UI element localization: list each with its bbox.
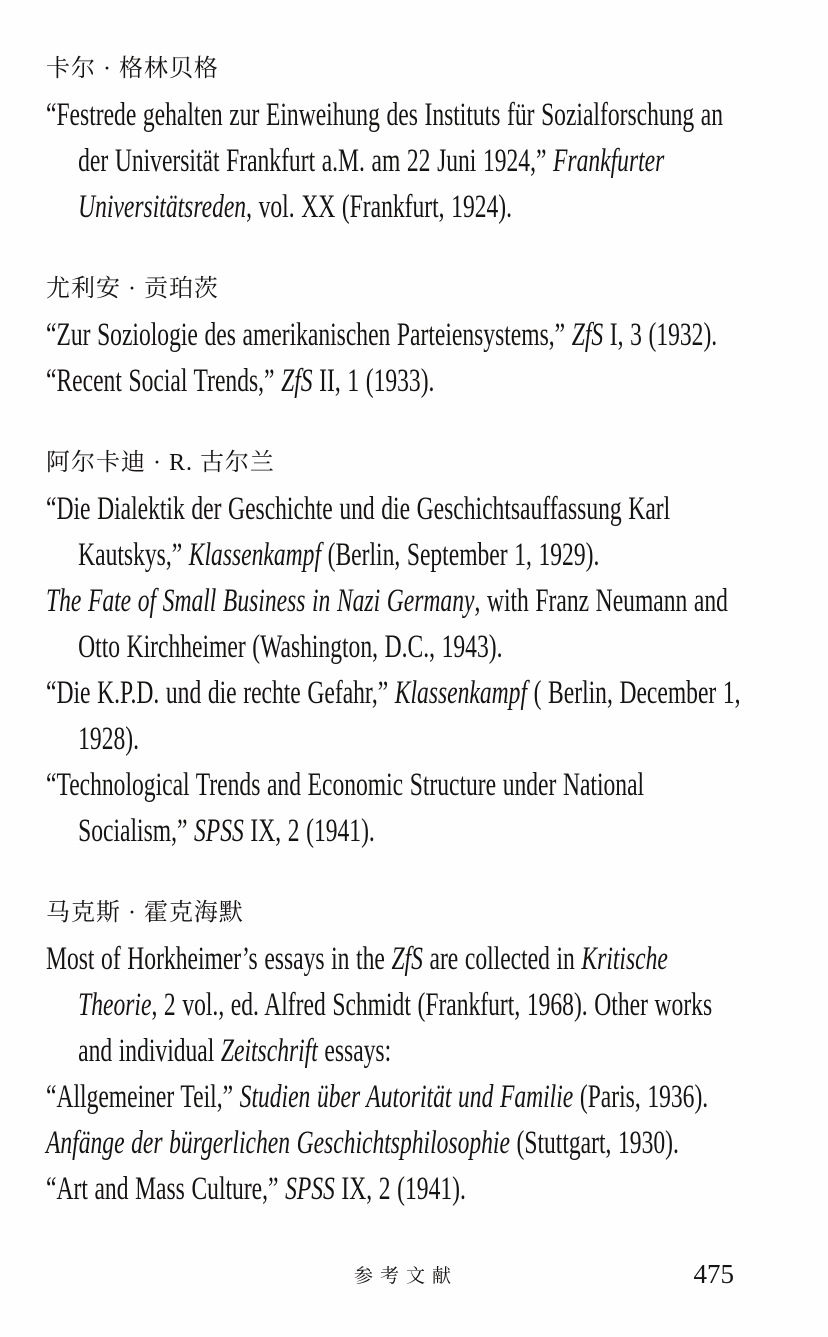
entry-text: (Stuttgart, 1930). (509, 1125, 679, 1161)
entry-text-italic: ZfS (571, 317, 604, 353)
entry-text: , 2 vol., ed. Alfred Schmidt (Frankfurt, 1968). Other works and individual (78, 987, 713, 1069)
bibliography-section (46, 890, 746, 1212)
entry-text: “Art and Mass Culture,” (46, 1171, 286, 1207)
bibliography-section (46, 440, 746, 854)
bibliography-section (46, 46, 746, 230)
entry-text-italic: Studien über Autorität und Familie (239, 1079, 574, 1115)
entry-text-italic: ZfS (391, 941, 423, 977)
entry-text: “Die K.P.D. und die rechte Gefahr,” (46, 675, 395, 711)
entry-text-italic: Zeitschrift (220, 1033, 318, 1069)
author-heading: 尤利安 · 贡珀茨 (46, 276, 219, 302)
entry-text-italic: Klassenkampf (394, 675, 528, 711)
bibliography-entry (46, 1120, 746, 1166)
page-footer (0, 1258, 828, 1304)
entry-text-italic: Kritische Theorie (78, 941, 668, 1023)
bibliography-section (46, 266, 746, 404)
entry-text: I, 3 (1932). (603, 317, 718, 353)
entry-text: essays: (317, 1033, 392, 1069)
bibliography-entry (46, 762, 746, 854)
author-heading: 卡尔 · 格林贝格 (46, 56, 219, 82)
entry-text-italic: SPSS (285, 1171, 335, 1207)
entry-text: “Recent Social Trends,” (46, 363, 282, 399)
bibliography-entry (46, 92, 746, 230)
entry-text: “Die Dialektik der Geschichte und die Geschichtsauffassung Karl Kautskys,” (46, 491, 671, 573)
entry-text: , vol. XX (Frankfurt, 1924). (246, 189, 513, 225)
entry-text-italic: Anfänge der bürgerlichen Geschichtsphilosophie (46, 1125, 510, 1161)
entry-text: ( Berlin, December 1, 1928). (78, 675, 741, 757)
footer-section-title: 参考文献 (353, 1266, 459, 1287)
entry-text: II, 1 (1933). (312, 363, 435, 399)
bibliography (46, 46, 746, 1212)
entry-text: Most of Horkheimer’s essays in the (46, 941, 392, 977)
entry-text: “Technological Trends and Economic Structure under National Socialism,” (46, 767, 645, 849)
entry-text: “Festrede gehalten zur Einweihung des Instituts für Sozialforschung an der Universität Frankfurt a.M. am 22 Juni 1924,” (46, 97, 724, 179)
entry-text-italic: Frankfurter Universitätsreden (78, 143, 665, 225)
entry-text-italic: SPSS (194, 813, 244, 849)
author-heading: 阿尔卡迪 · R. 古尔兰 (46, 450, 275, 476)
bibliography-entry (46, 1074, 746, 1120)
entry-text-italic: ZfS (281, 363, 313, 399)
entry-text: (Berlin, September 1, 1929). (321, 537, 600, 573)
entry-text: are collected in (422, 941, 582, 977)
entry-text-italic: The Fate of Small Business in Nazi Germany (46, 583, 475, 619)
entry-text: (Paris, 1936). (573, 1079, 709, 1115)
bibliography-entry (46, 670, 746, 762)
bibliography-entry (46, 358, 746, 404)
author-heading: 马克斯 · 霍克海默 (46, 900, 244, 926)
bibliography-entry (46, 312, 746, 358)
entry-text: IX, 2 (1941). (334, 1171, 466, 1207)
entry-text: “Allgemeiner Teil,” (46, 1079, 240, 1115)
bibliography-entry (46, 936, 746, 1074)
entry-text: , with Franz Neumann and Otto Kirchheimer (Washington, D.C., 1943). (78, 583, 728, 665)
bibliography-entry (46, 1166, 746, 1212)
entry-text: IX, 2 (1941). (243, 813, 375, 849)
entry-text-italic: Klassenkampf (188, 537, 322, 573)
bibliography-entry (46, 578, 746, 670)
page-number: 475 (693, 1259, 734, 1289)
bibliography-entry (46, 486, 746, 578)
entry-text: “Zur Soziologie des amerikanischen Parteiensystems,” (46, 317, 572, 353)
